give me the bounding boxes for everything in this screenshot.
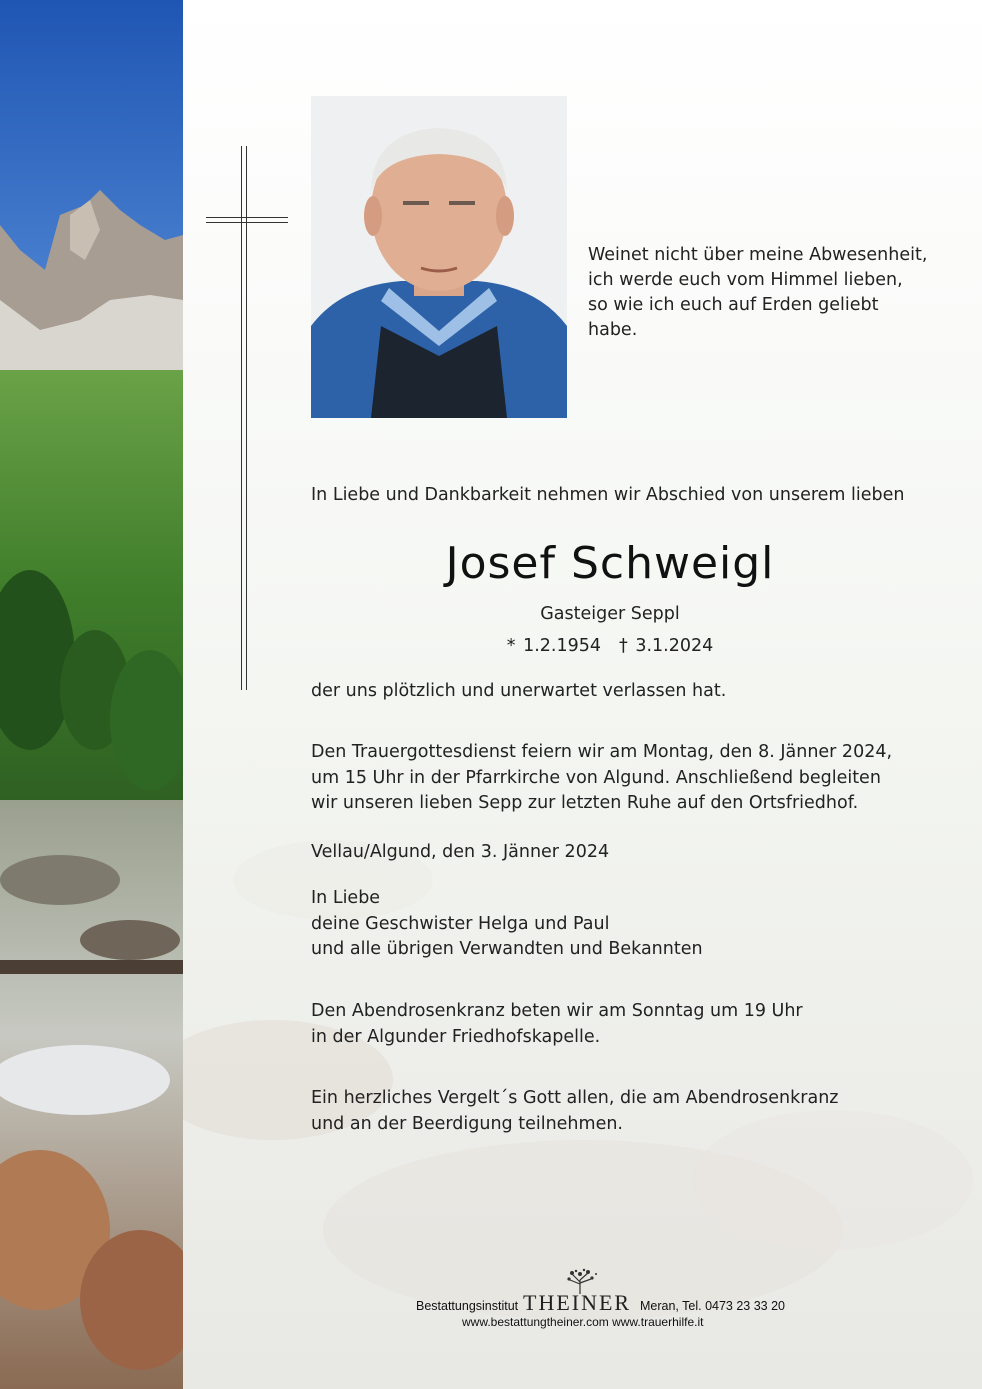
mourners-line: deine Geschwister Helga und Paul	[311, 913, 610, 934]
deceased-name: Josef Schweigl	[445, 538, 775, 589]
quote-line: Weinet nicht über meine Abwesenheit,	[588, 245, 928, 265]
quote-block	[588, 243, 948, 343]
place-date	[311, 840, 609, 866]
sudden-text	[311, 679, 726, 705]
footer-institute: Bestattungsinstitut	[416, 1299, 519, 1313]
place-date-line: Vellau/Algund, den 3. Jänner 2024	[311, 842, 610, 862]
birth-date: * 1.2.1954	[506, 636, 601, 656]
mourners-paragraph	[311, 886, 703, 963]
mourners-line: In Liebe	[311, 888, 381, 908]
service-line: Den Trauergottesdienst feiern wir am Montag, den 8. Jänner 2024,	[311, 742, 893, 762]
service-line: um 15 Uhr in der Pfarrkirche von Algund. Anschließend begleiten	[311, 767, 881, 788]
mourners-line: und alle übrigen Verwandten und Bekannten	[311, 939, 703, 959]
quote-line: so wie ich euch auf Erden geliebt	[588, 295, 879, 315]
rosary-line: Den Abendrosenkranz beten wir am Sonntag um 19 Uhr	[311, 1001, 803, 1021]
landscape-strip	[0, 0, 183, 1389]
thanks-paragraph	[311, 1086, 838, 1137]
intro-text: In Liebe und Dankbarkeit nehmen wir Abschied von unserem lieben	[311, 485, 905, 505]
death-date: † 3.1.2024	[619, 636, 714, 656]
portrait-photo	[311, 96, 567, 418]
footer-logo-text: THEINER	[523, 1290, 632, 1315]
rosary-line: in der Algunder Friedhofskapelle.	[311, 1026, 601, 1047]
footer-contact: Meran, Tel. 0473 23 33 20	[640, 1299, 786, 1313]
thanks-line: und an der Beerdigung teilnehmen.	[311, 1113, 623, 1134]
deceased-nickname: Gasteiger Seppl	[540, 604, 680, 624]
rosary-paragraph	[311, 999, 803, 1050]
quote-line: ich werde euch vom Himmel lieben,	[588, 270, 903, 290]
service-line: wir unseren lieben Sepp zur letzten Ruhe auf den Ortsfriedhof.	[311, 793, 859, 813]
sudden-line: der uns plötzlich und unerwartet verlassen hat.	[311, 681, 727, 701]
thanks-line: Ein herzliches Vergelt´s Gott allen, die am Abendrosenkranz	[311, 1088, 839, 1108]
footer-websites: www.bestattungtheiner.com www.trauerhilfe.it	[462, 1315, 704, 1329]
life-dates	[0, 636, 982, 656]
quote-line: habe.	[588, 320, 638, 340]
service-paragraph	[311, 740, 892, 817]
